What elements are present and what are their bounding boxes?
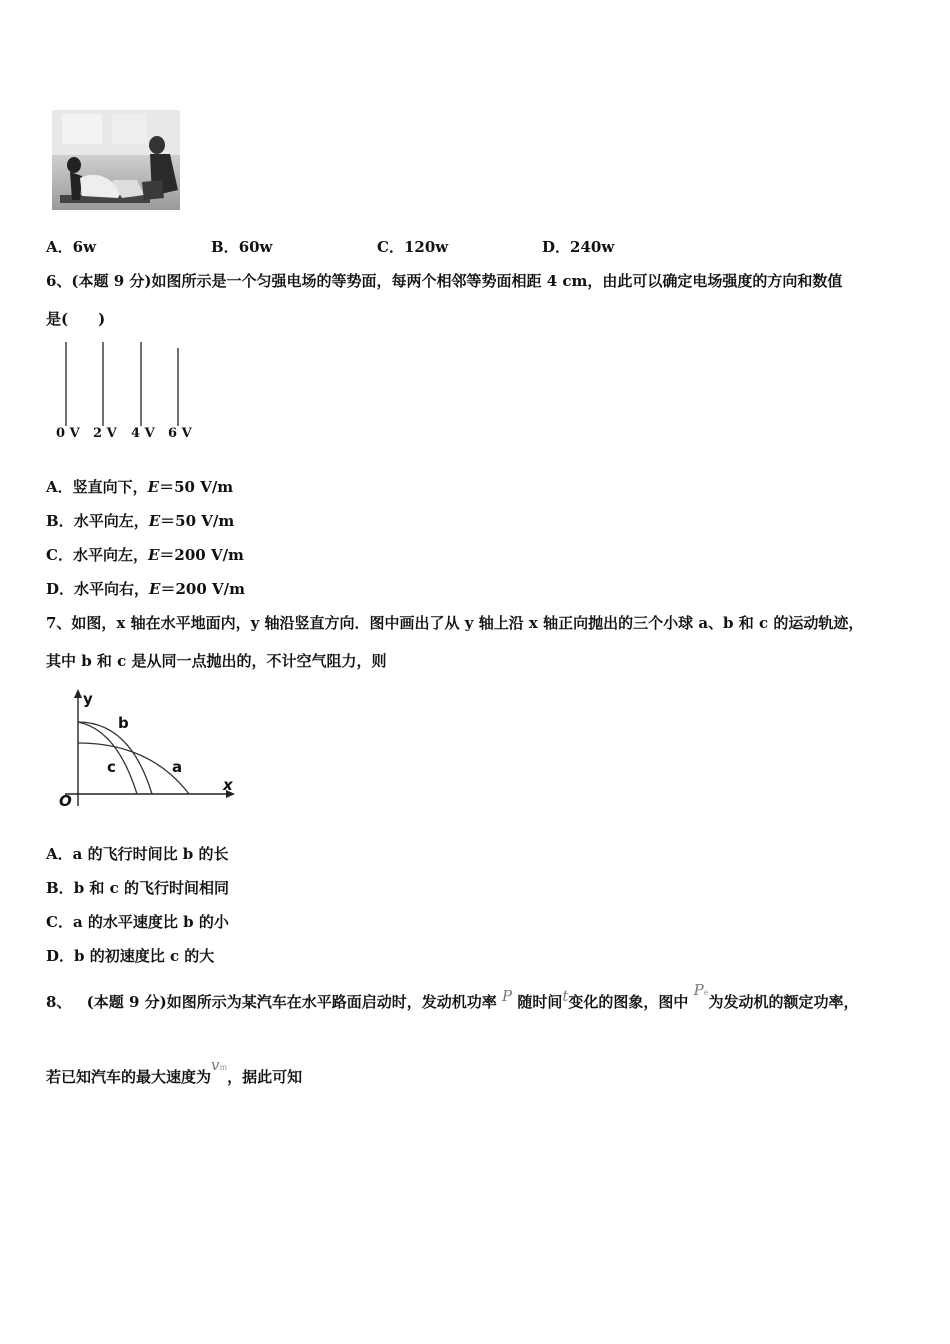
option-text: 60w: [238, 238, 273, 256]
y-axis-label: y: [83, 690, 93, 708]
q8-text-part1: (本题 9 分)如图所示为某汽车在水平路面启动时，发动机功率: [86, 993, 497, 1011]
option-text: 120w: [403, 238, 449, 256]
option-label: A．: [46, 845, 73, 863]
potential-label: 2 V: [93, 426, 117, 441]
q8-text-line2a: 若已知汽车的最大速度为: [46, 1068, 212, 1086]
q5-option-d: [542, 236, 614, 257]
symbol-Pe: P: [693, 981, 704, 999]
option-value: ＝200 V/m: [159, 546, 244, 564]
option-text: 水平向左，: [73, 512, 149, 530]
option-label: C．: [46, 546, 73, 564]
q5-option-a: [46, 236, 96, 257]
q7-stem-line1: 7、如图，x 轴在水平地面内，y 轴沿竖直方向．图中画出了从 y 轴上沿 x 轴正向抛出的三个小球 a、b 和 c 的运动轨迹，: [46, 614, 864, 632]
q5-option-b: [211, 236, 272, 257]
q8-text-part3: 变化的图象，图中: [568, 993, 689, 1011]
q7-option-a: [46, 843, 229, 864]
q6-stem-line2: 是( ): [46, 310, 106, 328]
option-label: D．: [542, 238, 571, 256]
y-axis-arrow: [74, 689, 82, 698]
q7-option-b: [46, 877, 229, 898]
option-value: ＝200 V/m: [160, 580, 245, 598]
symbol-vm-subscript: m: [219, 1063, 228, 1072]
potential-label: 4 V: [131, 426, 155, 441]
q8-stem-line2: [46, 1056, 303, 1087]
trajectory-figure: [55, 688, 240, 813]
q5-option-c: [377, 236, 448, 257]
q6-stem-line1: 6、(本题 9 分)如图所示是一个匀强电场的等势面，每两个相邻等势面相距 4 cm，由此可以确定电场强度的方向和数值: [46, 272, 843, 290]
situp-photo: [52, 110, 180, 210]
trajectory-label-b: b: [118, 714, 129, 732]
option-label: C．: [46, 913, 73, 931]
origin-label: O: [59, 792, 72, 810]
option-text: 水平向右，: [74, 580, 150, 598]
q8-text-line2b: ，据此可知: [227, 1068, 303, 1086]
question-number: 8、: [46, 993, 72, 1011]
option-text: 6w: [72, 238, 96, 256]
option-label: D．: [46, 947, 75, 965]
option-label: C．: [377, 238, 404, 256]
symbol-t: t: [562, 987, 569, 1005]
option-label: A．: [46, 238, 73, 256]
x-axis-label: x: [223, 776, 233, 794]
option-label: D．: [46, 580, 75, 598]
symbol-Pe-subscript: e: [703, 988, 709, 997]
q8-text-part2: 随时间: [517, 993, 563, 1011]
option-label: A．: [46, 478, 73, 496]
field-symbol: E: [147, 478, 160, 496]
option-text: b 的初速度比 c 的大: [74, 947, 215, 965]
trajectory-label-a: a: [172, 758, 183, 776]
symbol-P: P: [502, 987, 513, 1005]
option-text: 水平向左，: [72, 546, 148, 564]
trajectory-label-c: c: [107, 758, 116, 776]
q6-option-c: [46, 544, 244, 565]
field-symbol: E: [147, 546, 160, 564]
option-label: B．: [46, 879, 74, 897]
field-symbol: E: [149, 580, 161, 598]
potential-label: 6 V: [168, 426, 192, 441]
option-value: ＝50 V/m: [160, 512, 235, 530]
q7-option-d: [46, 945, 214, 966]
potential-label: 0 V: [56, 426, 80, 441]
option-text: a 的水平速度比 b 的小: [72, 913, 229, 931]
option-label: B．: [211, 238, 239, 256]
q7-stem-line2: 其中 b 和 c 是从同一点抛出的，不计空气阻力，则: [46, 652, 387, 670]
field-symbol: E: [148, 512, 161, 530]
option-text: 240w: [570, 238, 615, 256]
q6-option-b: [46, 510, 234, 531]
option-label: B．: [46, 512, 74, 530]
option-text: b 和 c 的飞行时间相同: [73, 879, 229, 897]
q7-option-c: [46, 911, 229, 932]
option-value: ＝50 V/m: [159, 478, 234, 496]
symbol-vm: v: [211, 1056, 220, 1074]
q8-stem-line1: [46, 981, 859, 1012]
q6-option-a: [46, 476, 233, 497]
option-text: a 的飞行时间比 b 的长: [72, 845, 229, 863]
q6-option-d: [46, 578, 245, 599]
option-text: 竖直向下，: [72, 478, 148, 496]
q8-text-part4: 为发动机的额定功率，: [708, 993, 859, 1011]
equipotential-figure: [50, 340, 200, 450]
